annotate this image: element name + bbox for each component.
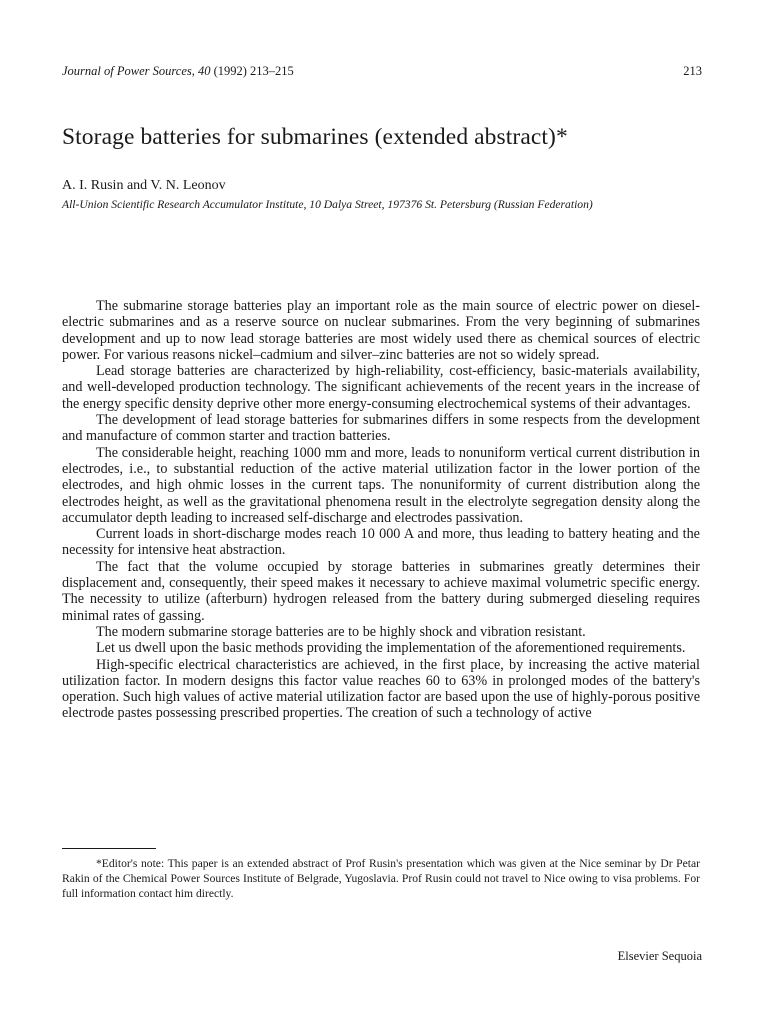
journal-year-pages: (1992) 213–215 xyxy=(213,64,294,78)
body-paragraph: The considerable height, reaching 1000 mm and more, leads to nonuniform vertical current distribution in electrodes, i.e., to substantial reduction of the active material utilization factor in the lower portion of the electrodes, and high ohmic losses in the current taps. The nonuniformity of current distribution along the electrodes height, as well as the gravitational phenomena result in the electrolyte segregation density along the accumulator depth leading to increased self-discharge and electrodes passivation. xyxy=(62,444,700,526)
article-authors: A. I. Rusin and V. N. Leonov xyxy=(62,178,226,193)
body-paragraph: Lead storage batteries are characterized by high-reliability, cost-efficiency, basic-materials availability, and well-developed production technology. The significant achievements of the recent years in the increase of the energy specific density deprive other more energy-consuming electrochemical systems of their advantages. xyxy=(62,363,700,412)
body-paragraph: The fact that the volume occupied by storage batteries in submarines greatly determines their displacement and, consequently, their speed makes it necessary to achieve maximal volumetric specific energy. The necessity to utilize (afterburn) hydrogen released from the battery during submerged dieseling requires minimal rates of gassing. xyxy=(62,558,700,624)
running-header xyxy=(62,64,702,82)
author-affiliation: All-Union Scientific Research Accumulator Institute, 10 Dalya Street, 197376 St. Petersburg (Russian Federation) xyxy=(62,198,593,211)
publisher-imprint: Elsevier Sequoia xyxy=(617,949,702,963)
body-paragraph: The submarine storage batteries play an important role as the main source of electric power on diesel-electric submarines and as a reserve source on nuclear submarines. From the very beginning of submarines development and up to now lead storage batteries are most widely used there as chemical sources of electric power. For various reasons nickel–cadmium and silver–zinc batteries are not so widely spread. xyxy=(62,298,700,363)
body-paragraph: The modern submarine storage batteries are to be highly shock and vibration resistant. xyxy=(96,623,586,640)
body-paragraph: Let us dwell upon the basic methods providing the implementation of the aforementioned requirements. xyxy=(96,640,686,657)
footnote-rule xyxy=(62,848,156,849)
body-paragraph: The development of lead storage batteries for submarines differs in some respects from the development and manufacture of common starter and traction batteries. xyxy=(62,412,700,445)
editor-footnote: *Editor's note: This paper is an extended abstract of Prof Rusin's presentation which was given at the Nice seminar by Dr Petar Rakin of the Chemical Power Sources Institute of Belgrade, Yugoslavia. Prof Rusin could not travel to Nice owing to visa problems. For full information contact him directly. xyxy=(62,857,700,901)
article-body xyxy=(62,298,700,722)
page-number: 213 xyxy=(683,64,702,78)
body-paragraph: Current loads in short-discharge modes reach 10 000 A and more, thus leading to battery heating and the necessity for intensive heat abstraction. xyxy=(62,526,700,559)
body-paragraph: High-specific electrical characteristics are achieved, in the first place, by increasing the active material utilization factor. In modern designs this factor value reaches 60 to 63% in prolonged modes of the battery's operation. Such high values of active material utilization factor are based upon the use of highly-porous positive electrode pastes possessing prescribed properties. The creation of such a technology of active xyxy=(62,656,700,722)
journal-citation xyxy=(62,64,294,79)
article-title: Storage batteries for submarines (extended abstract)* xyxy=(62,124,568,150)
journal-volume: 40 xyxy=(197,64,211,78)
journal-name: Journal of Power Sources, xyxy=(62,64,195,78)
